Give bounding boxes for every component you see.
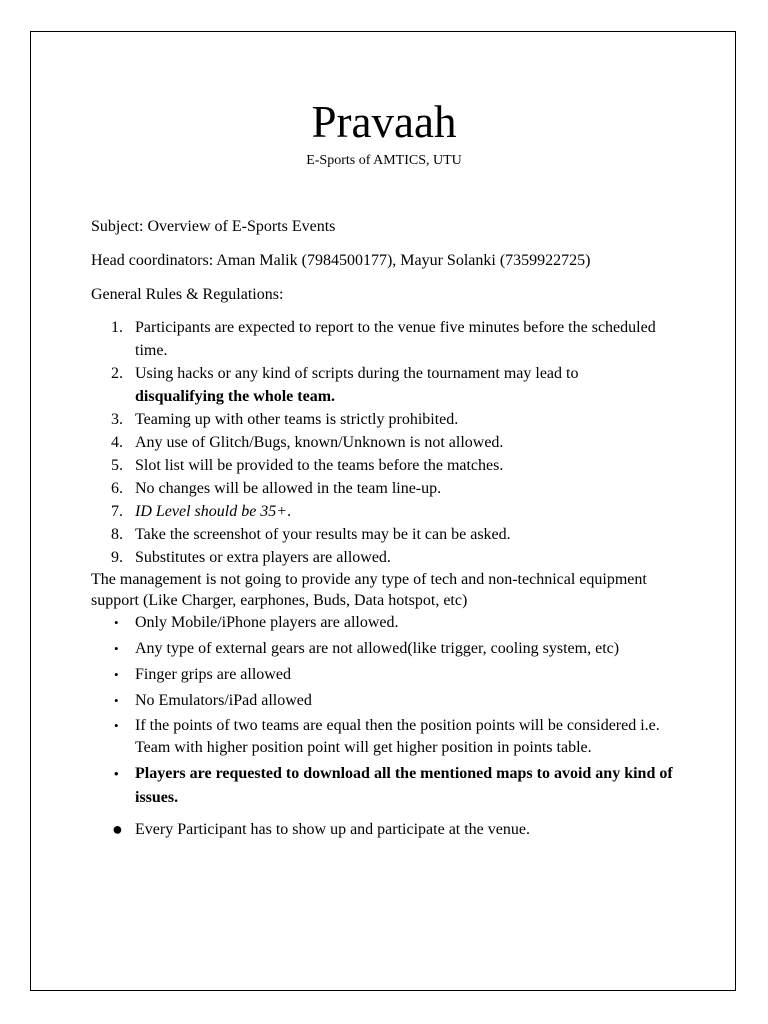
- bullet-text: Every Participant has to show up and participate at the venue.: [135, 821, 530, 838]
- bullet-item: [91, 663, 681, 686]
- rule-text: No changes will be allowed in the team line-up.: [135, 480, 442, 497]
- rule-text: Using hacks or any kind of scripts during the tournament may lead to: [135, 365, 579, 382]
- rules-list: [91, 316, 681, 569]
- rule-item: [91, 546, 681, 569]
- rule-text-bold: disqualifying the whole team.: [135, 388, 336, 405]
- management-note: The management is not going to provide any type of tech and non-technical equipment support (Like Charger, earphones, Buds, Data hotspot, etc): [91, 571, 647, 609]
- bullet-text: Finger grips are allowed: [135, 666, 291, 683]
- rule-number: 7.: [111, 503, 123, 520]
- rule-number: 6.: [111, 480, 123, 497]
- rule-item: [91, 362, 681, 408]
- bullet-item: [91, 715, 681, 759]
- document-body: [91, 215, 681, 844]
- rule-number: 8.: [111, 526, 123, 543]
- subject-line: Subject: Overview of E-Sports Events: [91, 218, 336, 235]
- rule-item: [91, 477, 681, 500]
- bullet-marker: •: [114, 641, 119, 656]
- rule-number: 1.: [111, 319, 123, 336]
- rule-text: .: [287, 503, 292, 520]
- rule-item: [91, 408, 681, 431]
- bullet-item: [91, 818, 681, 841]
- bullet-marker: ●: [112, 819, 123, 839]
- rule-item: [91, 316, 681, 362]
- rule-number: 2.: [111, 365, 123, 382]
- bullet-text: No Emulators/iPad allowed: [135, 692, 312, 709]
- bullet-text: Only Mobile/iPhone players are allowed.: [135, 614, 399, 631]
- bullet-item: [91, 689, 681, 712]
- rules-heading: General Rules & Regulations:: [91, 286, 284, 303]
- document-title: Pravaah: [311, 97, 457, 147]
- bullet-item: [91, 637, 681, 660]
- rule-text: Teaming up with other teams is strictly prohibited.: [135, 411, 459, 428]
- bullet-marker: •: [114, 693, 119, 708]
- rule-item: [91, 431, 681, 454]
- head-coordinators-line: Head coordinators: Aman Malik (7984500177), Mayur Solanki (7359922725): [91, 252, 591, 269]
- rule-number: 4.: [111, 434, 123, 451]
- bullet-item: [91, 762, 681, 810]
- rule-number: 3.: [111, 411, 123, 428]
- bullet-text: If the points of two teams are equal then the position points will be considered i.e. Team with higher position point will get higher position in points table.: [135, 717, 660, 756]
- bullet-marker: •: [114, 615, 119, 630]
- rule-number: 5.: [111, 457, 123, 474]
- rule-item: [91, 523, 681, 546]
- rule-text: Any use of Glitch/Bugs, known/Unknown is not allowed.: [135, 434, 504, 451]
- rule-item: [91, 500, 681, 523]
- document-subtitle: E-Sports of AMTICS, UTU: [306, 153, 462, 168]
- bullet-text: Players are requested to download all the mentioned maps to avoid any kind of issues.: [135, 765, 673, 806]
- bullet-marker: •: [114, 667, 119, 682]
- rule-text: Participants are expected to report to the venue five minutes before the scheduled time.: [135, 319, 656, 359]
- rule-item: [91, 454, 681, 477]
- rule-text: Substitutes or extra players are allowed.: [135, 549, 391, 566]
- bullet-text: Any type of external gears are not allowed(like trigger, cooling system, etc): [135, 640, 620, 657]
- bullet-marker: •: [114, 766, 119, 781]
- bullet-list: [91, 611, 681, 841]
- bullet-item: [91, 611, 681, 634]
- rule-text: Take the screenshot of your results may be it can be asked.: [135, 526, 511, 543]
- bullet-marker: •: [114, 718, 119, 733]
- rule-text: Slot list will be provided to the teams before the matches.: [135, 457, 504, 474]
- rule-number: 9.: [111, 549, 123, 566]
- rule-text-italic: ID Level should be 35+: [135, 503, 288, 520]
